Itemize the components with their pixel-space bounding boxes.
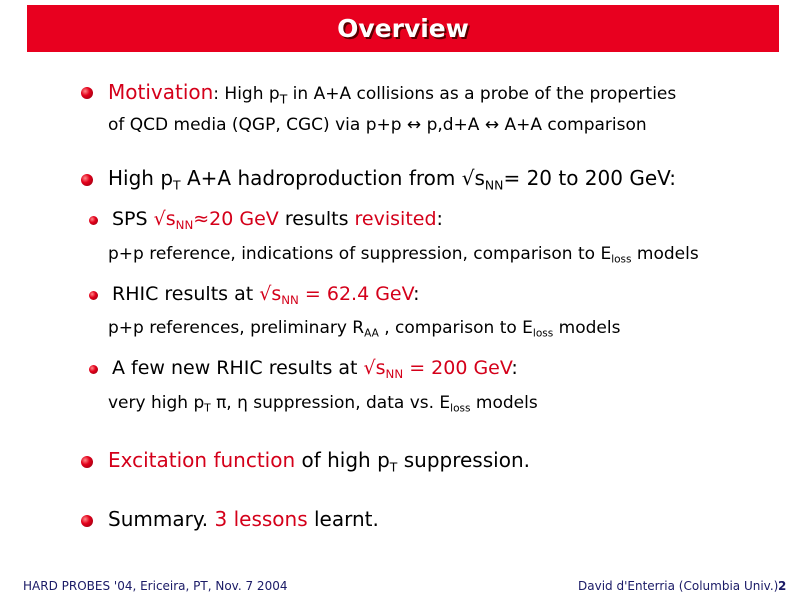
bullet-summary [81,515,93,527]
title-bar [27,5,779,52]
footer-author: David d'Enterria (Columbia Univ.) [578,579,779,593]
slide-title: Overview [337,14,469,43]
motivation-text: in A+A collisions as a probe of the properties [287,84,677,104]
sps-text: SPS [112,208,154,230]
excitation-text: suppression. [397,448,530,472]
rhic62-detail-text: models [553,318,621,338]
rhic62-detail-text: , comparison to E [378,318,533,338]
rhic200-detail-text: π, η suppression, data vs. E [210,393,451,413]
subscript: T [389,459,398,475]
bullet-motivation [81,87,93,99]
sps-detail-text: models [631,244,699,264]
summary-line [108,507,379,531]
rhic200-text: : [511,357,518,379]
summary-text: learnt. [307,507,379,531]
excitation-line [108,448,530,474]
rhic200-detail [108,393,538,415]
hadro-text: High p [108,166,174,190]
rhic62-detail-text: p+p references, preliminary R [108,318,365,338]
subscript: NN [175,218,194,233]
footer-conference: HARD PROBES '04, Ericeira, PT, Nov. 7 2004 [23,579,288,593]
rhic62-detail [108,318,620,340]
motivation-label: Motivation [108,80,214,104]
subscript: T [204,402,211,415]
sps-detail [108,244,699,266]
rhic200-detail-text: models [470,393,538,413]
subscript: T [279,91,288,107]
subscript: loss [532,327,554,340]
rhic62-text: : [413,283,420,305]
rhic200-energy: √s [363,357,386,379]
sps-line [112,208,443,232]
bullet-hadroproduction [81,174,93,186]
hadro-text: = 20 to 200 GeV: [503,166,676,190]
sps-text: results [278,208,355,230]
rhic62-energy: = 62.4 GeV [298,283,414,305]
motivation-line-2: of QCD media (QGP, CGC) via p+p ↔ p,d+A ↔ A+A comparison [108,115,647,135]
rhic62-energy: √s [259,283,282,305]
bullet-rhic62 [89,291,98,300]
subscript: loss [611,253,632,266]
subscript: NN [385,367,404,382]
excitation-label: Excitation function [108,448,296,472]
sps-revisited: revisited [354,208,437,230]
sps-detail-text: p+p reference, indications of suppression, comparison to E [108,244,612,264]
bullet-excitation [81,456,93,468]
subscript: AA [364,327,379,340]
summary-text: Summary. [108,507,215,531]
hadroproduction-line [108,166,676,192]
rhic62-text: RHIC results at [112,283,260,305]
motivation-text: : High p [213,84,280,104]
subscript: NN [484,177,504,193]
summary-lessons: 3 lessons [214,507,308,531]
rhic200-line [112,357,518,381]
subscript: NN [281,293,299,308]
rhic200-text: A few new RHIC results at [112,357,364,379]
subscript: loss [450,402,471,415]
bullet-sps [89,216,98,225]
rhic200-detail-text: very high p [108,393,205,413]
rhic62-line [112,283,419,307]
hadro-text: A+A hadroproduction from √s [180,166,485,190]
rhic200-energy: = 200 GeV [403,357,512,379]
bullet-rhic200 [89,365,98,374]
motivation-line-1 [108,80,676,106]
sps-energy: √s [153,208,176,230]
sps-energy: ≈20 GeV [193,208,279,230]
excitation-text: of high p [295,448,390,472]
subscript: T [173,177,181,193]
sps-text: : [436,208,443,230]
page-number: 2 [778,579,787,593]
